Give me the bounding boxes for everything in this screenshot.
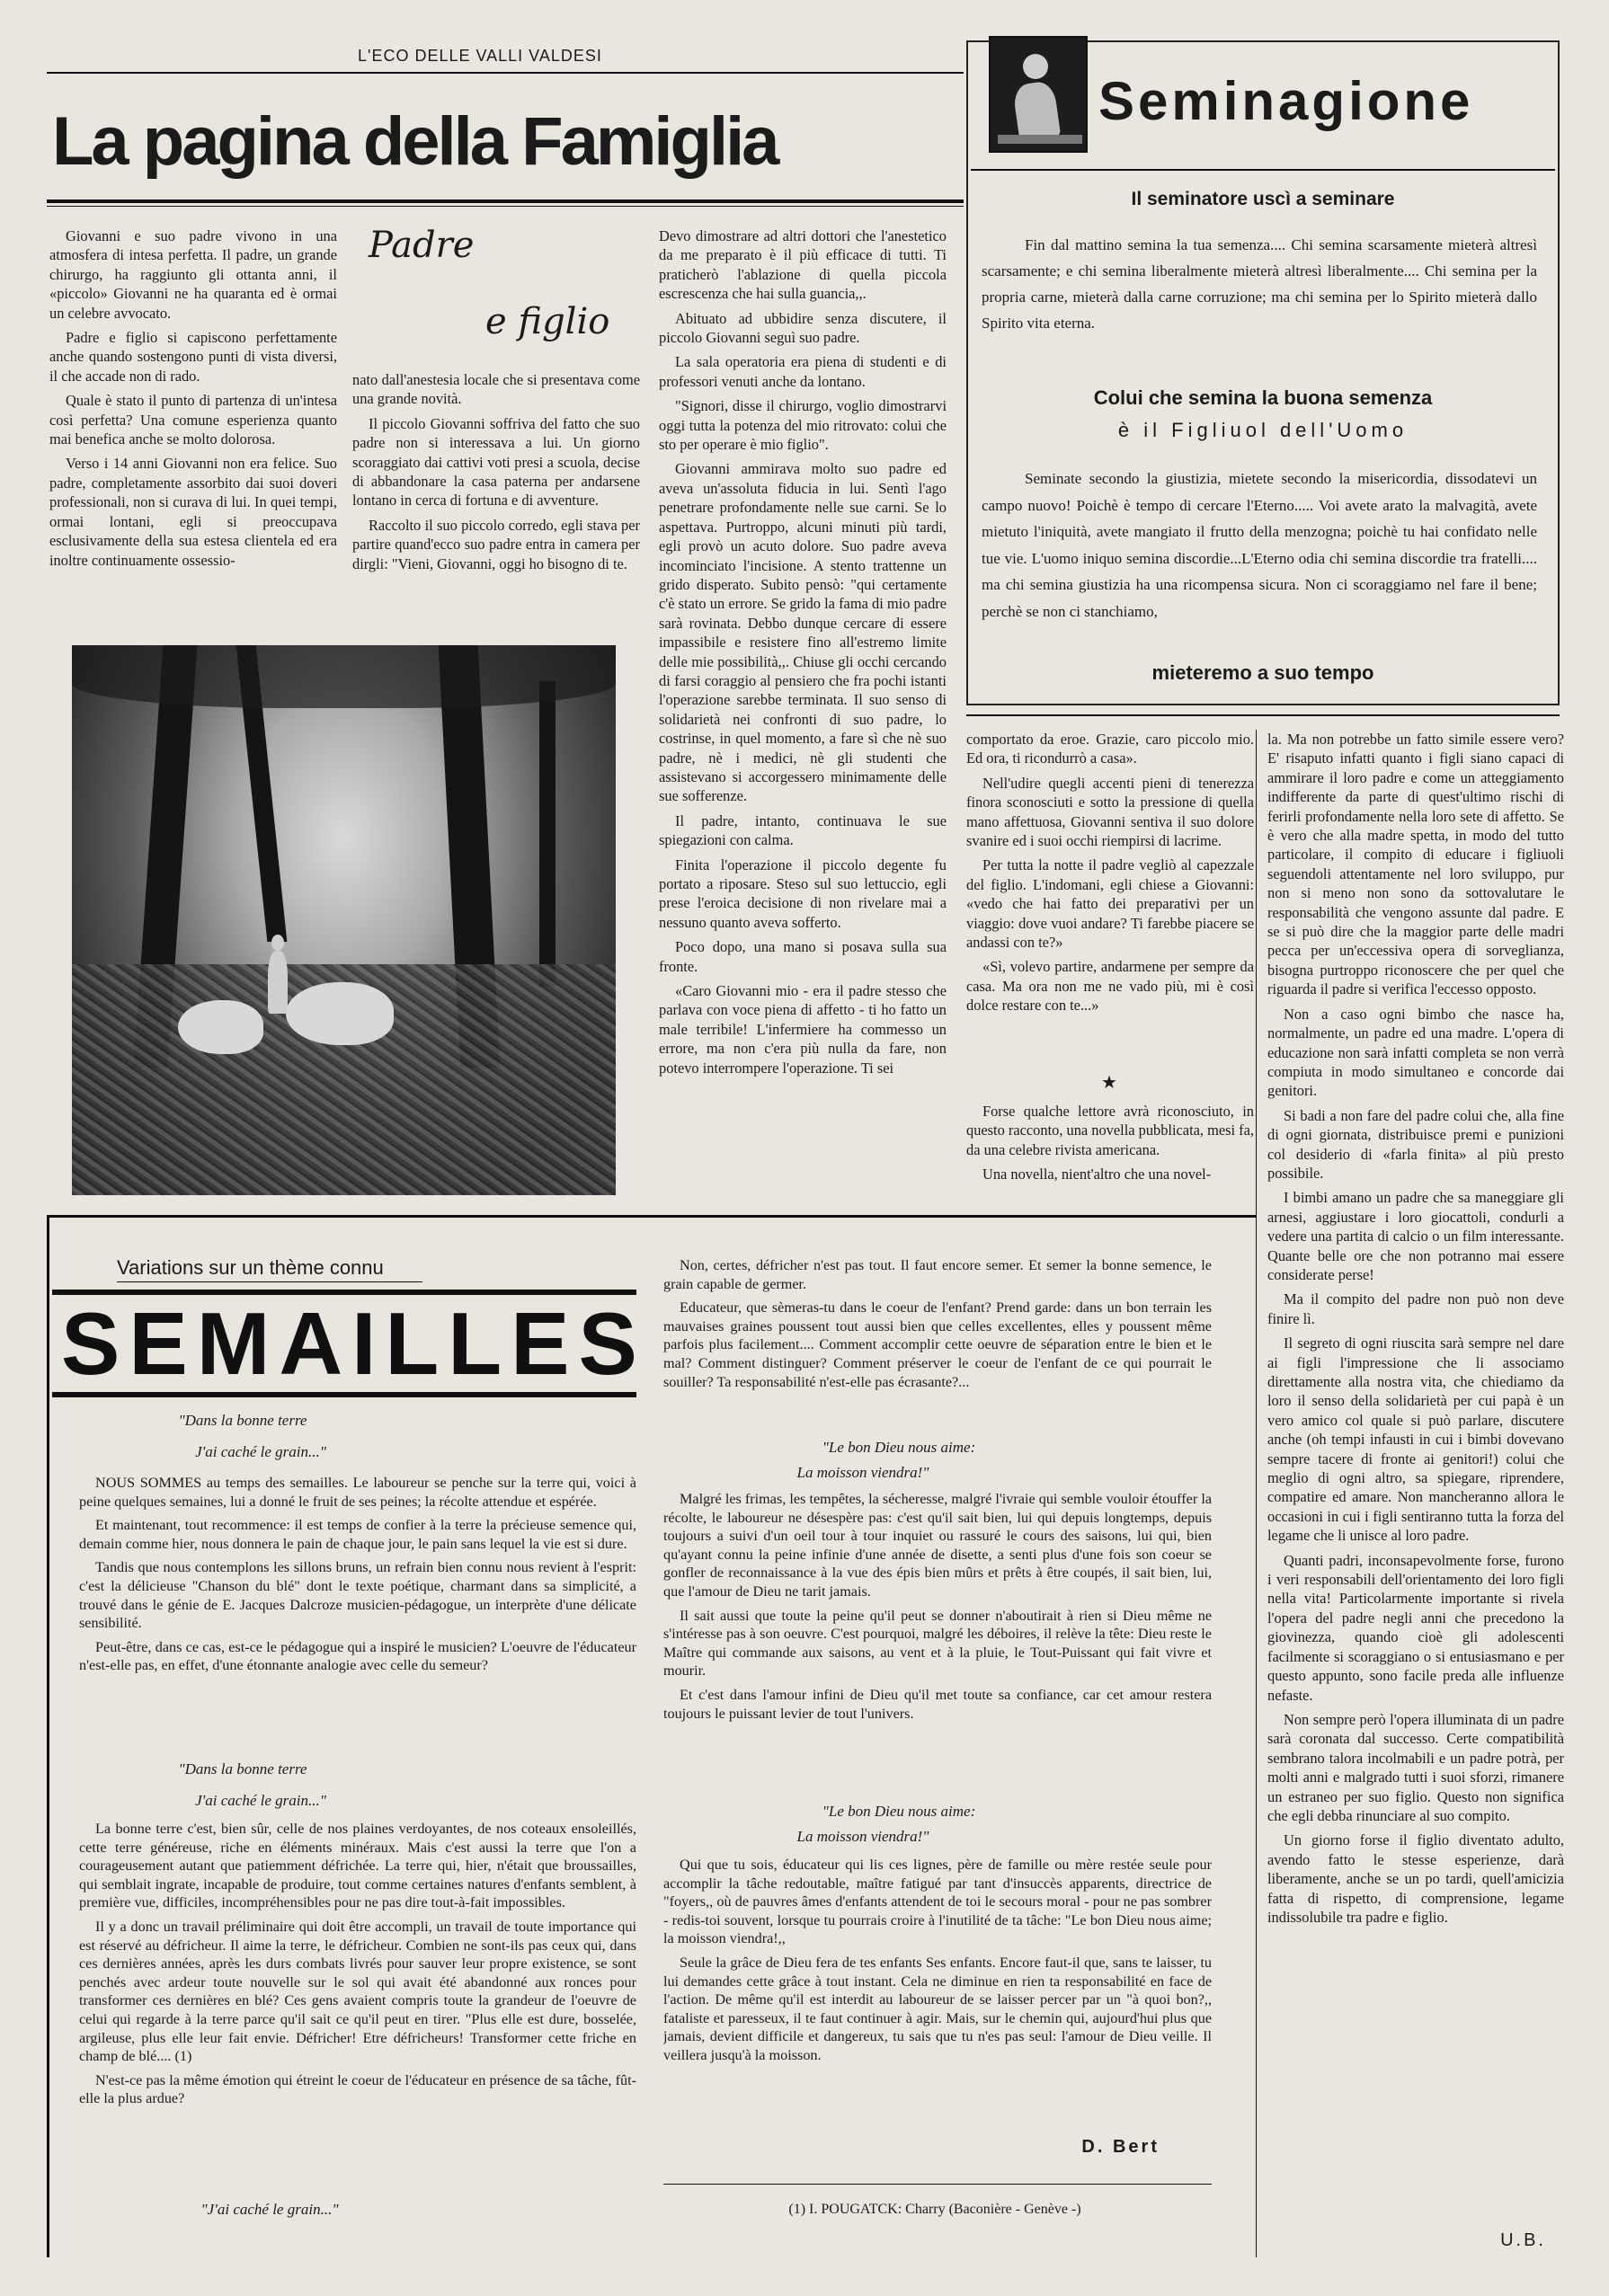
epigraph-2-line-1: "Dans la bonne terre	[178, 1760, 307, 1777]
paragraph: I bimbi amano un padre che sa maneggiare gli arnesi, aggiustare i loro giocattoli, condurli a vedere una partita di calcio o un film interessante. Quante belle ore che non potranno mai essere considerate perse!	[1267, 1189, 1564, 1283]
seminagione-title: Seminagione	[1098, 71, 1474, 131]
paragraph: comportato da eroe. Grazie, caro piccolo mio. Ed ora, ti ricondurrò a casa».	[966, 731, 1254, 767]
padre-figlio-col-2	[352, 370, 640, 622]
epigraph-5-line-1: "Le bon Dieu nous aime:	[822, 1803, 976, 1820]
paragraph: Il padre, intanto, continuava le sue spiegazioni con calma.	[659, 811, 947, 849]
paragraph: Qui que tu sois, éducateur qui lis ces lignes, père de famille ou mère restée seule pour accomplir la tâche redoutable, maître fatigué par tant d'insuccès apparents, directrice de "foyers,, où de pauvres âmes d'enfants attendent de toi le secours moral - pour ne pas sombrer - redis-toi souvent, lorsque tu pourrais croire à l'inutilité de ta tâche: "Le bon Dieu nous aime; la moisson viendra!,,	[663, 1857, 1212, 1947]
figlio-title: e figlio	[485, 301, 610, 342]
epigraph-5-line-2: La moisson viendra!"	[796, 1828, 929, 1845]
epigraph-4-line-1: "Le bon Dieu nous aime:	[822, 1439, 976, 1456]
padre-figlio-col-3	[659, 226, 947, 1201]
seminagione-heading-2: è il Figliuol dell'Uomo	[1117, 419, 1409, 441]
paragraph: Nell'udire quegli accenti pieni di tenerezza finora sconosciuti e sotto la pressione di quella mano affettuosa, Giovanni sentiva il suo dolore svanire ed i suoi occhi riempirsi di lacrime.	[966, 774, 1254, 850]
sower-woodcut	[989, 36, 1088, 153]
signature-ub: U.B.	[1500, 2230, 1546, 2250]
paragraph: Seule la grâce de Dieu fera de tes enfants Ses enfants. Encore faut-il que, sans te laisser, tu lui demandes cette grâce à tout instant. Cela ne diminue en rien ta responsabilité en face de l'action. De même qu'il est interdit au laboureur de se laisser percer par un "à quoi bon?,, fataliste et paresseux, il te faut continuer à agir. Mais, sur le chemin qui, aujourd'hui plus que jamais, devient difficile et dangereux, tu sais que tu n'es pas seul: l'amour de Dieu veille. Il veillera jusqu'à la moisson.	[663, 1954, 1212, 2063]
epigraph-3: "J'ai caché le grain..."	[200, 2201, 339, 2218]
semailles-col-2c	[663, 1856, 1212, 2143]
paragraph: Giovanni e suo padre vivono in una atmosfera di intesa perfetta. Il padre, un grande chirurgo, ha raggiunto gli ottanta anni, il «piccolo» Giovanni ne ha quaranta ed è ormai un celebre avvocato.	[49, 227, 337, 322]
paragraph: «Caro Giovanni mio - era il padre stesso che parlava con voce piena di affetto - ti ho fatto un male terribile! L'infermiere ha commesso un errore, ma non c'era più nulla da fare, non potevo interrompere l'operazione. Ti sei	[659, 982, 947, 1077]
title-rule-thick	[47, 199, 964, 203]
paragraph: Il y a donc un travail préliminaire qui doit être accompli, un travail de toute importance qui est réservé au défricheur. Il aime la terre, le défricheur. Combien ne sont-ils pas ceux qui, dans ces dernières années, après les durs combats livrés pour sauver leur propre existence, se sont penchés avec ardeur toute nouvelle sur le sol qui avait été abandonné aux ronces pour transformer ces dernières en blé? Ces gens avaient compris toute la grandeur de l'oeuvre de celui qui regarde à la terre parce qu'il sait ce qu'il peut en tirer. "Plus elle est dure, bosselée, argileuse, plus elle leur fait envie. Défricher! Etre défricheurs! Transformer cette friche en champ de blé.... (1)	[79, 1918, 636, 2065]
semailles-frame-left	[47, 1215, 49, 2257]
paragraph: Malgré les frimas, les tempêtes, la sécheresse, malgré l'ivraie qui semble vouloir étouffer la récolte, le laboureur ne désespère pas: c'est qu'il sait bien, lui qui depuis longtemps, depuis toujours a suivi d'un oeil tour à tour inquiet ou rassuré le cours des saisons, lui qui, bien qu'ayant connu la peine infinie d'une année de disette, a senti plus d'une fois son coeur se gonfler de reconnaissance à la vue des épis bien mûrs et prêts à être coupés, il sait bien, lui, que l'amour de Dieu ne tarit jamais.	[663, 1491, 1212, 1600]
seminagione-heading-1: Colui che semina la buona semenza	[1093, 386, 1433, 409]
section-star: ★	[1101, 1073, 1117, 1093]
masthead-rule-top	[47, 72, 964, 74]
paragraph: Et maintenant, tout recommence: il est temps de confier à la terre la précieuse semence qui, demain comme hier, nous donnera le pain de chaque jour, le pain sans lequel la vie est si dure.	[79, 1517, 636, 1552]
kicker-underline	[117, 1281, 422, 1282]
semailles-kicker: Variations sur un thème connu	[117, 1256, 384, 1279]
title-rule-thin	[47, 206, 964, 207]
paragraph: Et c'est dans l'amour infini de Dieu qu'il met toute sa confiance, car cet amour restera toujours le puissant levier de tout l'univers.	[663, 1686, 1212, 1722]
paragraph: Ma il compito del padre non può non deve finire lì.	[1267, 1290, 1564, 1327]
paragraph: "Signori, disse il chirurgo, voglio dimostrarvi oggi tutta la potenza del mio ritrovato: colui che sto per operare è mio figlio".	[659, 397, 947, 454]
semailles-frame-top	[47, 1215, 1256, 1218]
illustration-photo	[72, 645, 616, 1195]
paragraph: Giovanni ammirava molto suo padre ed aveva un'assoluta fiducia in lui. Sentì l'ago penetrare profondamente nelle sue carni. Se lo aspettava. Purtroppo, alcuni minuti più tardi, egli provò un acuto dolore. Suo padre aveva incominciato l'incisione. A stento trattenne un grido disperato. Subito pensò: "qui certamente c'è stato un errore. Se grido la fama di mio padre sarà rovinata. Debbo dunque cercare di essere impassibile e resistere fino all'estremo limite delle mie possibilità,,. Chiuse gli occhi cercando di farsi coraggio al pensiero che fra pochi istanti l'operazione sarebbe terminata. Il suo senso di solidarietà nei confronti di suo padre, lo costrinse, in quel momento, a fare sì che nè suo padre, nè i medici, nè gli studenti che assistevano si accorgessero minimamente delle sue sofferenze.	[659, 460, 947, 805]
paragraph: Non a caso ogni bimbo che nasce ha, normalmente, un padre ed una madre. L'opera di educazione non sarà infatti completa se non verrà compiuta in modo simultaneo e concorde dai genitori.	[1267, 1005, 1564, 1100]
seminagione-para-1: Fin dal mattino semina la tua semenza.... Chi semina scarsamente mieterà altresì scarsamente; e chi semina liberalmente mieterà altresì liberalmente.... Chi semina per la propria carne, mieterà dalla carne corruzione; ma chi semina per lo Spirito mieterà dallo Spirito vita eterna.	[982, 236, 1537, 332]
page-title: La pagina della Famiglia	[52, 103, 778, 180]
padre-figlio-col-5	[1267, 730, 1564, 2221]
paragraph: Finita l'operazione il piccolo degente fu portato a riposare. Steso sul suo lettuccio, egli prese l'eroica decisione di non rivelare mai a nessuno quanto aveva sofferto.	[659, 855, 947, 931]
paragraph: Padre e figlio si capiscono perfettamente anche quando sostengono punti di vista diversi, il che accade non di rado.	[49, 329, 337, 385]
epigraph-2-line-2: J'ai caché le grain..."	[195, 1792, 326, 1809]
paragraph: Il sait aussi que toute la peine qu'il peut se donner n'aboutirait à rien si Dieu même ne s'intéresse pas à son oeuvre. C'est pourquoi, malgré les déboires, il relève la tête: Dieu reste le Maître qui commande aux saisons, au vent et à la pluie, le Tout-Puissant qui fait vivre et mourir.	[663, 1607, 1212, 1680]
padre-figlio-col-1	[49, 226, 337, 622]
padre-figlio-col-4	[966, 730, 1254, 1071]
paragraph: Educateur, que sèmeras-tu dans le coeur de l'enfant? Prend garde: dans un bon terrain les mauvaises graines poussent tout aussi bien que celles excellentes, elles y poussent même parfois plus facilement.... Comment accomplir cette oeuvre de séparation entre le bien et le mal? Comment distinguer? Comment préserver le coeur de l'enfant de ce qui pourrait le souiller? Ta responsabilité n'est-elle pas écrasante?...	[663, 1299, 1212, 1390]
epigraph-4-line-2: La moisson viendra!"	[796, 1464, 929, 1481]
paragraph: Tandis que nous contemplons les sillons bruns, un refrain bien connu nous revient à l'esprit: c'est la délicieuse "Chanson du blé" dont le texte poétique, charmant dans sa simplicité, a trouvé dans le génie de E. Jacques Dalcroze musicien-pédagogue, un interprète d'une délicate sensibilité.	[79, 1559, 636, 1632]
epigraph-1-line-1: "Dans la bonne terre	[178, 1412, 307, 1429]
running-head: L'ECO DELLE VALLI VALDESI	[358, 47, 602, 65]
paragraph: Quanti padri, inconsapevolmente forse, furono i veri responsabili dell'orientamento dei loro figli nella vita! Particolarmente importante si rivela l'opera del padre negli anni che precedono la giovinezza, quando cioè gli adolescenti facilmente si scoraggiano o si entusiasmano e per questo appunto, sono facile preda alle influenze nefaste.	[1267, 1551, 1564, 1704]
paragraph: Devo dimostrare ad altri dottori che l'anestetico da me preparato è il più efficace di tutti. Ti praticherò l'ablazione di quella piccola escrescenza che hai sulla guancia,,.	[659, 227, 947, 303]
paragraph: Il piccolo Giovanni soffriva del fatto che suo padre non si interessava a lui. Un giorno scoraggiato dai cattivi voti presi a scuola, decise di abbandonare la casa paterna per andarsene lontano in cerca di fortuna e di avventure.	[352, 414, 640, 510]
footnote-rule	[663, 2184, 1212, 2185]
seminagione-closing: mieteremo a suo tempo	[1151, 661, 1374, 684]
paragraph: Non sempre però l'opera illuminata di un padre sarà coronata dal successo. Certe compatibilità sembrano talora incolmabili e un padre potrà, per molti anni e malgrado tutti i suoi sforzi, rimanere un estraneo per suo figlio. Questo non significa che egli debba rinunciare al suo compito.	[1267, 1710, 1564, 1824]
paragraph: Il segreto di ogni riuscita sarà sempre nel dare ai figli l'impressione che li associamo direttamente alla nostra vita, che chiediamo da loro il senso della solidarietà per cui papà è un vero amico col quale si può parlare, discutere anche (oh tempi infausti in cui i bimbi dovevano sempre tacere di fronte ai genitori!) colui che meglio di ogni altro, sa spiegare, riprendere, compatire ed amare. Non mancheranno allora le occasioni in cui i figli sentiranno tutta la forza del legame che li unisce al loro padre.	[1267, 1334, 1564, 1545]
seminagione-para-2: Seminate secondo la giustizia, mietete secondo la misericordia, dissodatevi un campo nuovo! Poichè è tempo di cercare l'Eterno..... Voi avete arato la malvagità, avete mietuto l'iniquità, avete mangiato il frutto della menzogna; poichè tu hai confidato nelle tue vie. L'uomo iniquo semina discordie...L'Eterno odia chi semina discordie tra fratelli.... ma chi semina giustizia ha una ricompensa sicura. Non ci scoraggiamo nel fare il bene; perchè se non ci stanchiamo,	[982, 470, 1537, 620]
semailles-col-1a	[79, 1474, 636, 1748]
paragraph: Una novella, nient'altro che una novel-	[982, 1166, 1212, 1183]
paragraph: La bonne terre c'est, bien sûr, celle de nos plaines verdoyantes, de nos coteaux ensoleillés, cette terre généreuse, riche en éléments minéraux. Mais c'est aussi la terre que l'on a courageusement autant que patiemment défrichée. La terre qui, hier, n'était que broussailles, qui semblait ingrate, incapable de produire, tout comme certaines natures d'enfants semblent, à première vue, difficiles, incompréhensibles pour ne pas dire tout-à-fait impossibles.	[79, 1821, 636, 1911]
seminagione-bottom-rule	[966, 714, 1560, 716]
seminagione-rule	[971, 169, 1555, 171]
paragraph: Poco dopo, una mano si posava sulla sua fronte.	[659, 938, 947, 975]
paragraph: nato dall'anestesia locale che si presentava come una grande novità.	[352, 371, 640, 408]
signature-d-bert: D. Bert	[1081, 2137, 1160, 2157]
paragraph: la. Ma non potrebbe un fatto simile essere vero? E' risaputo infatti quanto i figli siano capaci di ammirare il loro padre e come un atteggiamento indifferente da parte di quest'ultimo rischi di ferirli profondamente nella loro sete di affetto. Se è vero che alla madre spetta, in modo del tutto particolare, il compito di educare i figliuoli seguendoli attentamente nel loro sviluppo, pur non si meno non sono da sottovalutare le responsabilità che vengono assunte dal padre. E se si può dire che la maggior parte delle madri pecca per un'eccessiva opera di sorveglianza, bisogna purtroppo riconoscere che per quel che riguarda il padre si verifica l'eccesso opposto.	[1267, 731, 1564, 998]
paragraph: Un giorno forse il figlio diventato adulto, avendo fatto le stesse esperienze, darà liberamente, anche se un po tardi, quell'amicizia fatta di rispetto, di comprensione, legame indissolubile tra padre e figlio.	[1267, 1831, 1564, 1926]
padre-title: Padre	[369, 225, 475, 266]
paragraph: Si badi a non fare del padre colui che, alla fine di ogni giornata, distribuisce premi e punizioni col desiderio di «farla finita» al più presto possibile.	[1267, 1106, 1564, 1182]
semailles-title: SEMAILLES	[52, 1290, 636, 1397]
paragraph: Per tutta la notte il padre vegliò al capezzale del figlio. L'indomani, egli chiese a Giovanni: «vedo che hai fatto dei preparativi per un viaggio: dove vuoi andare? Ti farebbe piacere se andassi con te?»	[966, 856, 1254, 952]
semailles-col-1b	[79, 1820, 636, 2197]
semailles-col-2b	[663, 1490, 1212, 1773]
paragraph: N'est-ce pas la même émotion qui étreint le coeur de l'éducateur en présence de sa tâche, fût-elle la plus ardue?	[79, 2071, 636, 2107]
paragraph: Quale è stato il punto di partenza di un'intesa così perfetta? Una comune esperienza quanto mai benefica anche se molto dolorosa.	[49, 392, 337, 448]
seminagione-subtitle: Il seminatore uscì a seminare	[1131, 189, 1395, 209]
paragraph: Verso i 14 anni Giovanni non era felice. Suo padre, completamente assorbito dai suoi doveri professionali, non si curava di lui. In quei tempi, ormai lontani, egli si preoccupava esclusivamente della sua estesa clientela ed era inoltre continuamente ossessio-	[49, 455, 337, 569]
paragraph: Peut-être, dans ce cas, est-ce le pédagogue qui a inspiré le musicien? L'oeuvre de l'éducateur n'est-elle pas, en effet, d'une étonnante analogie avec celle du semeur?	[79, 1638, 636, 1674]
paragraph: NOUS SOMMES au temps des semailles. Le laboureur se penche sur la terre qui, voici à peine quelques semaines, lui a donné le fruit de ses peines; la récolte attendue et espérée.	[79, 1475, 636, 1510]
col5-left-rule	[1256, 730, 1257, 2257]
epigraph-1-line-2: J'ai caché le grain..."	[195, 1443, 326, 1460]
semailles-col-2a	[663, 1256, 1212, 1425]
footnote: (1) I. POUGATCK: Charry (Baconière - Genève -)	[788, 2202, 1081, 2217]
paragraph: La sala operatoria era piena di studenti e di professori venuti anche da lontano.	[659, 353, 947, 390]
paragraph: Non, certes, défricher n'est pas tout. Il faut encore semer. Et semer la bonne semence, le grain capable de germer.	[663, 1257, 1212, 1292]
paragraph: Abituato ad ubbidire senza discutere, il piccolo Giovanni seguì suo padre.	[659, 309, 947, 347]
paragraph: Raccolto il suo piccolo corredo, egli stava per partire quand'ecco suo padre entra in camera per dirgli: "Vieni, Giovanni, oggi ho bisogno di te.	[352, 516, 640, 572]
paragraph: Forse qualche lettore avrà riconosciuto, in questo racconto, una novella pubblicata, mesi fa, da una celebre rivista americana.	[966, 1103, 1254, 1158]
padre-figlio-col-4b	[966, 1102, 1254, 1202]
paragraph: «Sì, volevo partire, andarmene per sempre da casa. Ma ora non me ne vado più, mi è così dolce restare con te...»	[966, 958, 1254, 1015]
